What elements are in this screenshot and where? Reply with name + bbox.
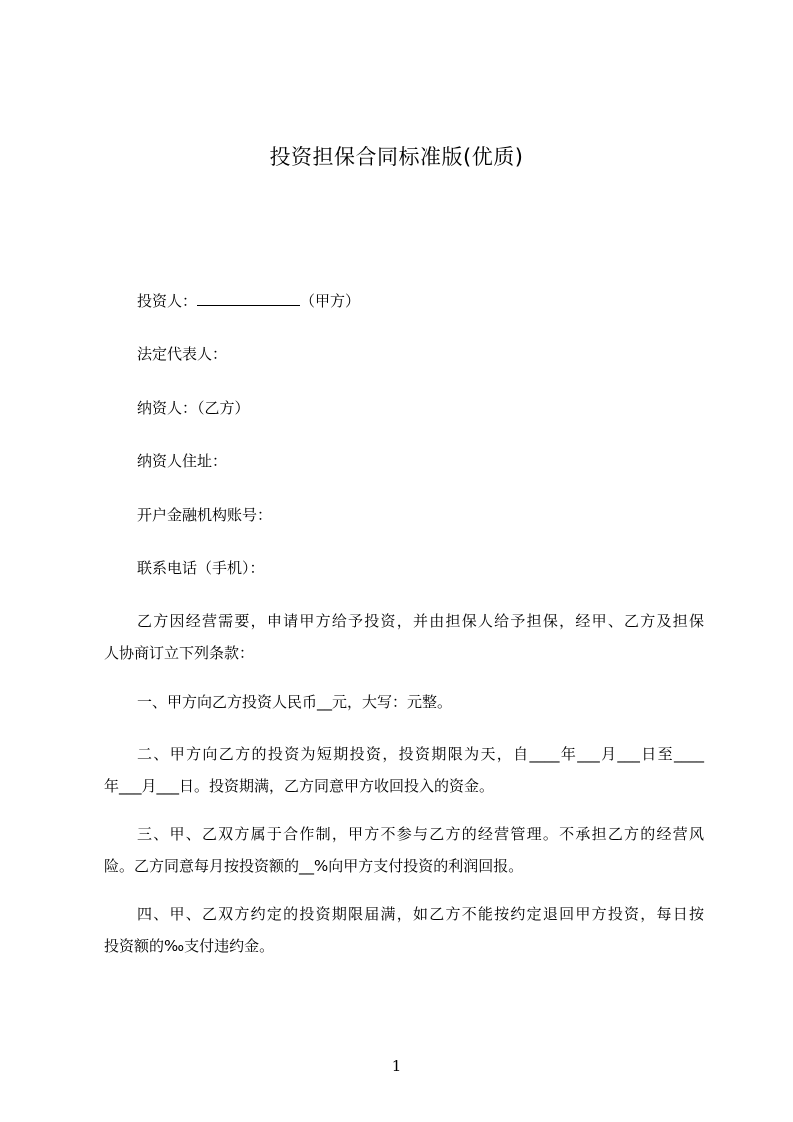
investor-blank (197, 291, 300, 306)
intro-paragraph (104, 605, 704, 669)
payee-address-line: 纳资人住址： (137, 452, 228, 470)
investor-suffix: （甲方） (300, 292, 361, 310)
clause-3-line-2: 险。乙方同意每月按投资额的__%向甲方支付投资的利润回报。 (104, 857, 524, 875)
clause-2 (104, 738, 704, 802)
clause-2-line-2: 年___月___日。投资期满，乙方同意甲方收回投入的资金。 (104, 777, 495, 795)
clause-4-line-2: 投资额的‰支付违约金。 (104, 937, 275, 955)
phone-line: 联系电话（手机）： (137, 559, 265, 577)
clause-1: 一、甲方向乙方投资人民币__元，大写：元整。 (137, 693, 453, 711)
intro-line-1: 乙方因经营需要，申请甲方给予投资，并由担保人给予担保，经甲、乙方及担保 (137, 612, 704, 630)
legal-rep-line: 法定代表人： (137, 345, 228, 363)
clause-4 (104, 898, 704, 962)
payee-line: 纳资人：（乙方） (137, 399, 250, 417)
clause-2-line-1: 二、甲方向乙方的投资为短期投资，投资期限为天，自____年___月___日至____ (137, 745, 704, 763)
bank-account-line: 开户金融机构账号： (137, 506, 273, 524)
clause-3-line-1: 三、甲、乙双方属于合作制，甲方不参与乙方的经营管理。不承担乙方的经营风 (137, 825, 704, 843)
document-title: 投资担保合同标准版(优质) (269, 145, 524, 169)
page-number: 1 (391, 1057, 402, 1075)
investor-label: 投资人： (137, 292, 198, 310)
clause-3 (104, 818, 704, 882)
clause-4-line-1: 四、甲、乙双方约定的投资期限届满，如乙方不能按约定退回甲方投资，每日按 (137, 905, 704, 923)
investor-line (137, 291, 360, 311)
intro-line-2: 人协商订立下列条款： (104, 644, 255, 662)
